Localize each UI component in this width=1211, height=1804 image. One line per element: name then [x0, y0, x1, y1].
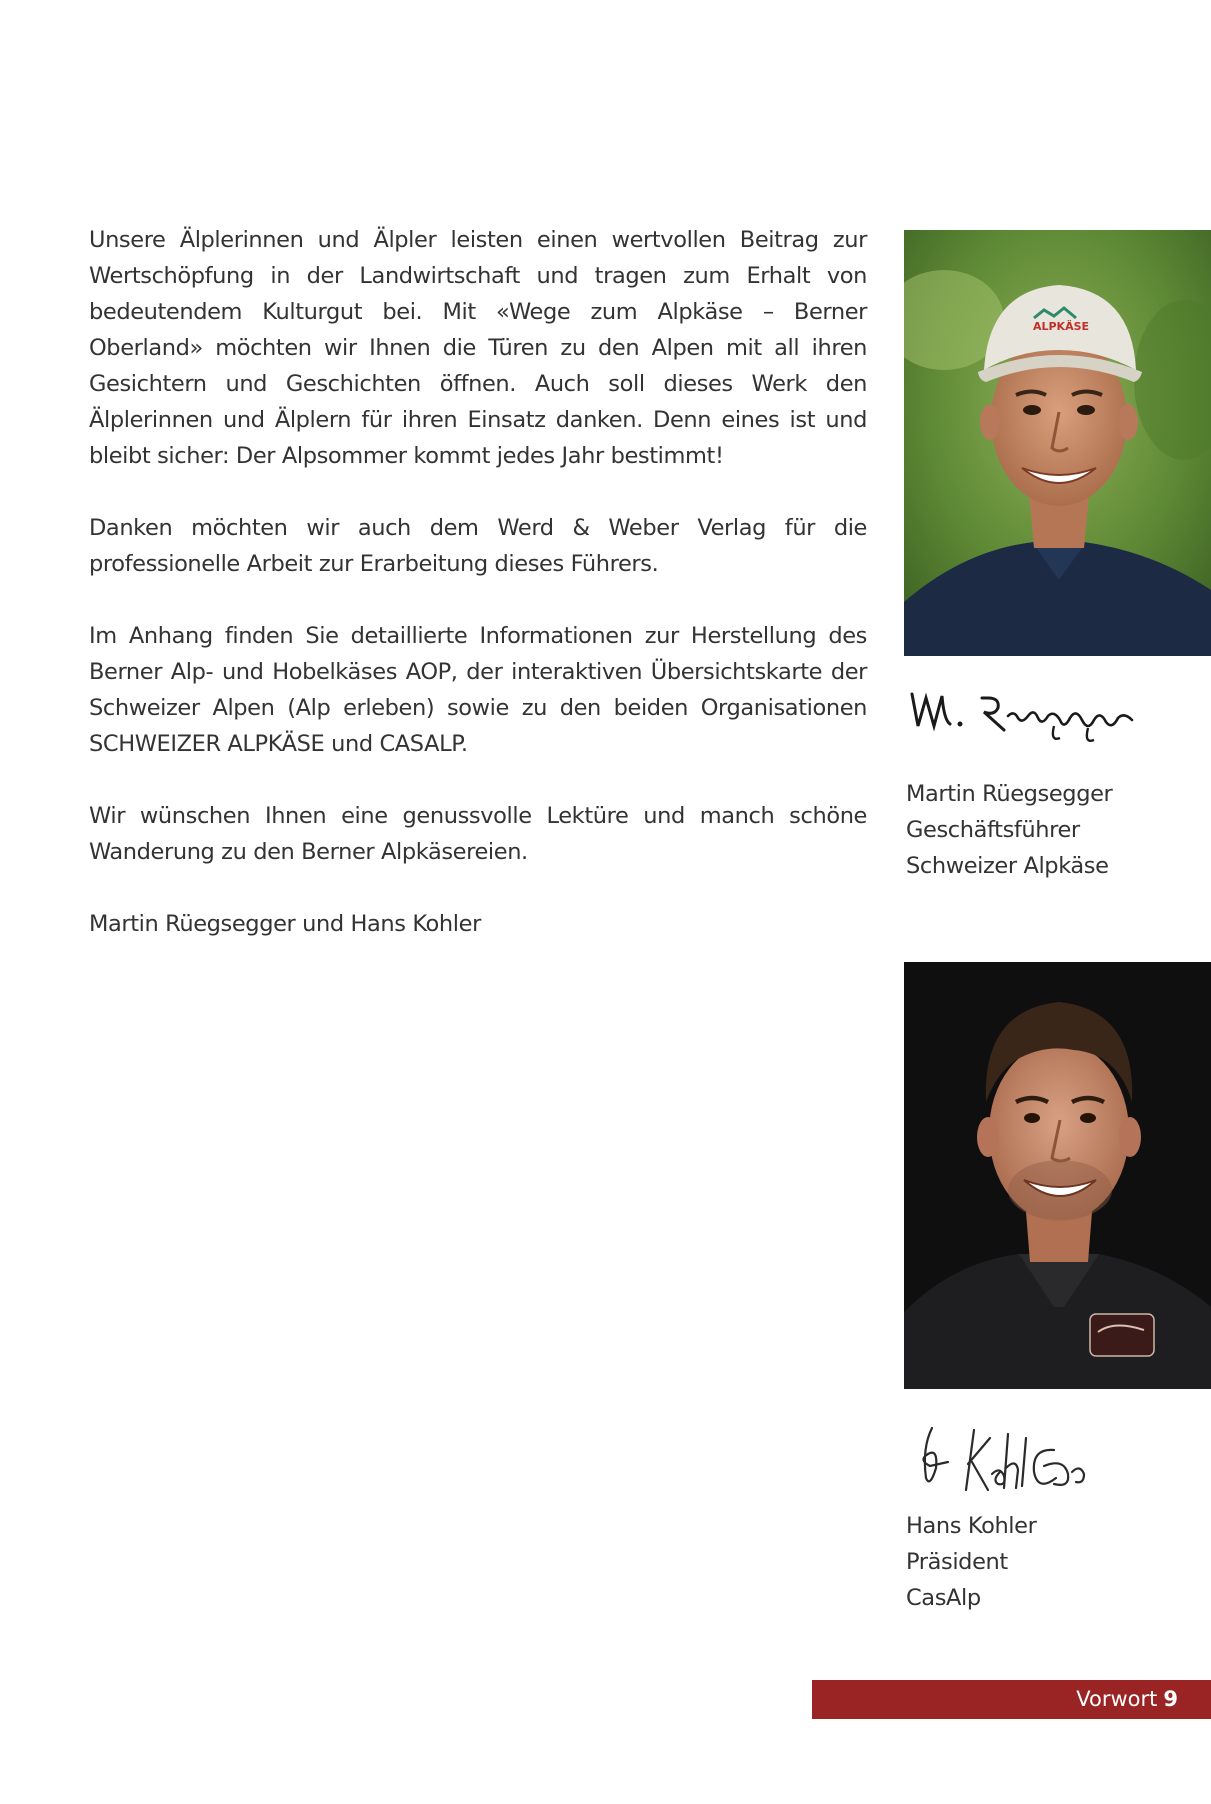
paragraph-thanks: Danken möchten wir auch dem Werd & Weber Verlag für die professionelle Arbeit zur Erarbeitung dieses Führers.	[89, 515, 867, 577]
person-organization: CasAlp	[906, 1585, 981, 1611]
caption-hans-kohler	[906, 1508, 1206, 1616]
paragraph-wishes: Wir wünschen Ihnen eine genussvolle Lektüre und manch schöne Wanderung zu den Berner Alpkäsereien.	[89, 803, 867, 865]
signature-hans-kohler	[904, 1408, 1164, 1508]
portrait-hans-kohler	[904, 962, 1211, 1389]
paragraph-appendix: Im Anhang finden Sie detaillierte Informationen zur Herstellung des Berner Alp- und Hobelkäses AOP, der interaktiven Übersichtskarte der Schweizer Alpen (Alp erleben) sowie zu den beiden Organisationen SCHWEIZER ALPKÄSE und CASALP.	[89, 623, 867, 757]
paragraph-intro: Unsere Älplerinnen und Älpler leisten einen wertvollen Beitrag zur Wertschöpfung in der Landwirtschaft und tragen zum Erhalt von bedeutendem Kulturgut bei. Mit «Wege zum Alpkäse – Berner Oberland» möchten wir Ihnen die Türen zu den Alpen mit all ihren Gesichtern und Geschichten öffnen. Auch soll dieses Werk den Älplerinnen und Älplern für ihren Einsatz danken. Denn eines ist und bleibt sicher: Der Alpsommer kommt jedes Jahr bestimmt!	[89, 227, 867, 469]
section-name: Vorwort	[1076, 1687, 1158, 1711]
person-name: Martin Rüegsegger	[906, 781, 1113, 807]
footer-label	[1076, 1680, 1178, 1719]
cap-logo-text: ALPKÄSE	[1032, 320, 1090, 333]
person-name: Hans Kohler	[906, 1513, 1037, 1539]
caption-martin-ruegsegger	[906, 776, 1206, 884]
person-role: Geschäftsführer	[906, 817, 1080, 843]
closing-authors: Martin Rüegsegger und Hans Kohler	[89, 911, 481, 937]
footer-bar	[812, 1680, 1211, 1719]
person-organization: Schweizer Alpkäse	[906, 853, 1109, 879]
page-number: 9	[1163, 1687, 1178, 1711]
person-role: Präsident	[906, 1549, 1008, 1575]
foreword-text	[89, 222, 867, 978]
signature-martin-ruegsegger	[904, 676, 1164, 748]
portrait-martin-ruegsegger	[904, 230, 1211, 656]
